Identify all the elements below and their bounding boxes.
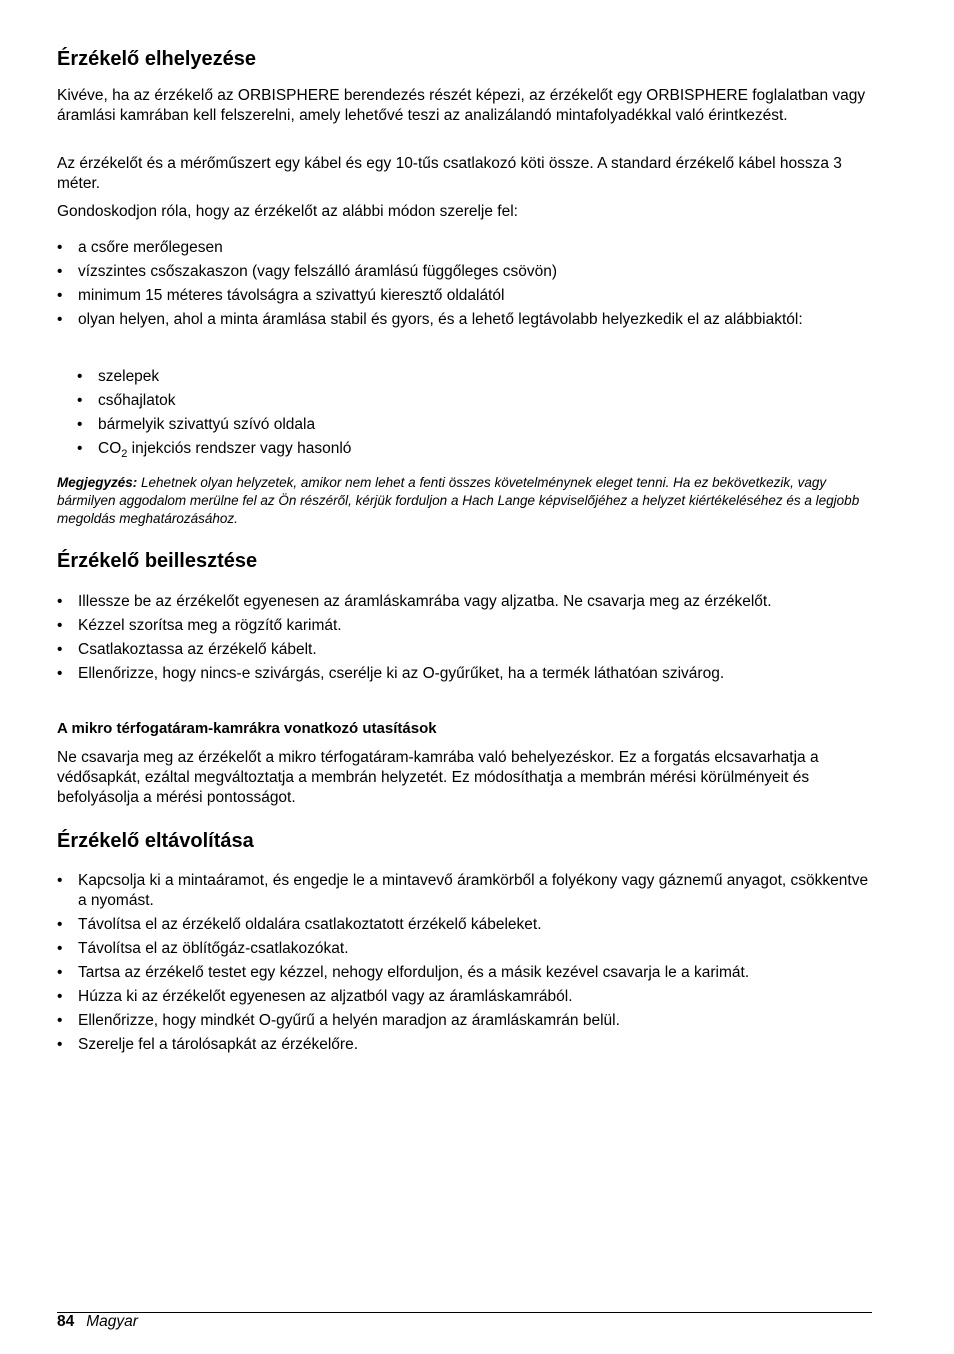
note xyxy=(57,474,873,528)
list-item: • Kézzel szorítsa meg a rögzítő karimát. xyxy=(57,616,873,636)
list-item: • Illessze be az érzékelőt egyenesen az áramláskamrába vagy aljzatba. Ne csavarja meg az érzékelőt. xyxy=(57,592,873,612)
list-item: • Távolítsa el az öblítőgáz-csatlakozókat. xyxy=(57,939,873,959)
removal-steps-list xyxy=(57,871,873,1059)
section-heading-insertion: Érzékelő beillesztése xyxy=(57,550,258,572)
list-item: • Ellenőrizze, hogy nincs-e szivárgás, cserélje ki az O-gyűrűket, ha a termék láthatóan szivárog. xyxy=(57,664,873,684)
list-item: • Kapcsolja ki a mintaáramot, és engedje le a mintavevő áramkörből a folyékony vagy gáznemű anyagot, csökkentve a nyomást. xyxy=(57,871,873,911)
paragraph-mounting-lead: Gondoskodjon róla, hogy az érzékelőt az alábbi módon szerelje fel: xyxy=(57,203,518,220)
paragraph-micro-chambers: Ne csavarja meg az érzékelőt a mikro térfogatáram-kamrába való behelyezéskor. Ez a forgatás elcsavarhatja a védősapkát, ezáltal megváltoztatja a membrán helyzetét. Ez módosíthatja a membrán mérési körülményeit és befolyásolja a mérési pontosságot. xyxy=(57,749,819,806)
section-heading-placement: Érzékelő elhelyezése xyxy=(57,48,257,70)
list-item: • Ellenőrizze, hogy mindkét O-gyűrű a helyén maradjon az áramláskamrán belül. xyxy=(57,1011,873,1031)
list-item: • vízszintes csőszakaszon (vagy felszálló áramlású függőleges csövön) xyxy=(57,262,873,282)
avoid-list xyxy=(77,367,873,463)
paragraph-cable: Az érzékelőt és a mérőműszert egy kábel és egy 10-tűs csatlakozó köti össze. A standard érzékelő kábel hossza 3 méter. xyxy=(57,155,842,192)
list-item: • Szerelje fel a tárolósapkát az érzékelőre. xyxy=(57,1035,873,1055)
section-heading-removal: Érzékelő eltávolítása xyxy=(57,830,254,852)
mounting-requirements-list xyxy=(57,238,873,334)
list-item: • Húzza ki az érzékelőt egyenesen az aljzatból vagy az áramláskamrából. xyxy=(57,987,873,1007)
list-item: • csőhajlatok xyxy=(77,391,873,411)
footer-language: Magyar xyxy=(86,1313,138,1330)
paragraph-placement-intro: Kivéve, ha az érzékelő az ORBISPHERE berendezés részét képezi, az érzékelőt egy ORBISPHERE foglalatban vagy áramlási kamrában kell felszerelni, amely lehetővé teszi az analizálandó mintafolyadékkal való érintkezést. xyxy=(57,87,866,124)
list-item: • Csatlakoztassa az érzékelő kábelt. xyxy=(57,640,873,660)
list-item: • szelepek xyxy=(77,367,873,387)
note-text: Lehetnek olyan helyzetek, amikor nem lehet a fenti összes követelménynek eleget tenni. Ha ez bekövetkezik, vagy bármilyen aggodalom merülne fel az Ön részéről, kérjük forduljon a Hach Lange képviselőjéhez a helyzet kiértékeléséhez és a legjobb megoldás meghatározásához. xyxy=(57,475,860,526)
subheading-micro-chambers: A mikro térfogatáram-kamrákra vonatkozó utasítások xyxy=(57,720,437,737)
list-item: • a csőre merőlegesen xyxy=(57,238,873,258)
page-footer xyxy=(57,1312,138,1332)
list-item: • Távolítsa el az érzékelő oldalára csatlakoztatott érzékelő kábeleket. xyxy=(57,915,873,935)
list-item: • minimum 15 méteres távolságra a szivattyú kieresztő oldalától xyxy=(57,286,873,306)
page-number: 84 xyxy=(57,1313,75,1330)
footer-divider xyxy=(57,1312,872,1313)
insertion-steps-list xyxy=(57,592,873,688)
list-item: • bármelyik szivattyú szívó oldala xyxy=(77,415,873,435)
list-item: • olyan helyen, ahol a minta áramlása stabil és gyors, és a lehető legtávolabb helyezkedik el az alábbiaktól: xyxy=(57,310,873,330)
list-item-co2: • $CO_2$ injekciós rendszer vagy hasonló xyxy=(77,439,873,459)
list-item: • Tartsa az érzékelő testet egy kézzel, nehogy elforduljon, és a másik kezével csavarja le a karimát. xyxy=(57,963,873,983)
note-label: Megjegyzés: xyxy=(57,475,138,490)
